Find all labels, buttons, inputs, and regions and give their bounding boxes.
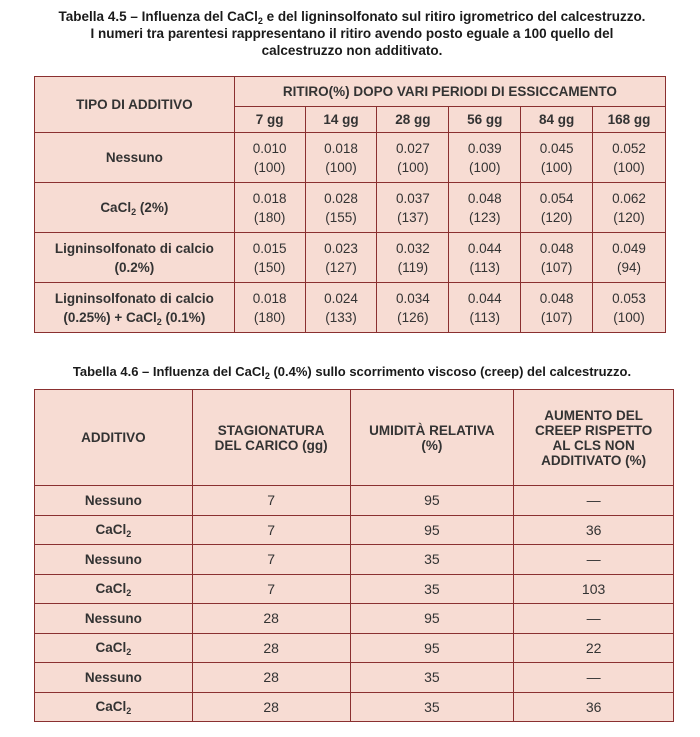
shrinkage-cell [234,283,305,333]
additivo-text: CaCl [95,699,127,715]
table-4-5 [34,76,666,333]
shrinkage-value: 0.044 [467,290,502,306]
shrinkage-relative: (107) [540,309,573,325]
shrinkage-relative: (94) [617,259,642,275]
row-label-line-1 [35,289,234,308]
shrinkage-relative: (100) [325,159,357,175]
row-label-line-1 [35,198,234,217]
shrinkage-value: 0.018 [324,140,358,156]
shrinkage-cell [305,233,377,283]
additivo-cell [35,692,193,722]
umidita-cell: 35 [350,545,514,575]
header-stagionatura: STAGIONATURA DEL CARICO (gg) [192,390,350,486]
shrinkage-value: 0.027 [395,140,430,156]
period-header: 56 gg [449,107,521,133]
table-4-5-caption [22,8,682,59]
shrinkage-cell [305,133,377,183]
header-additivo: ADDITIVO [35,390,193,486]
stagionatura-cell: 28 [192,633,350,663]
shrinkage-relative: (180) [253,209,286,225]
table-4-5-body [35,133,666,333]
shrinkage-relative: (180) [253,309,286,325]
table-row [35,604,674,634]
shrinkage-value: 0.053 [612,290,646,306]
shrinkage-cell [305,283,377,333]
period-header: 168 gg [593,107,666,133]
row-label [35,183,235,233]
aumento-cell: — [514,486,674,516]
shrinkage-relative: (100) [613,159,645,175]
shrinkage-relative: (120) [540,209,573,225]
caption-line-2: I numeri tra parentesi rappresentano il ritiro avendo posto eguale a 100 quello del [90,26,614,41]
row-label [35,233,235,283]
table-row [35,183,666,233]
shrinkage-relative: (123) [468,209,501,225]
umidita-cell: 95 [350,604,514,634]
shrinkage-value: 0.048 [467,190,502,206]
shrinkage-cell [377,133,449,183]
shrinkage-cell [593,183,666,233]
additivo-text: Nessuno [84,669,142,685]
row-label-line-2 [35,308,234,327]
row-label [35,283,235,333]
shrinkage-cell [305,183,377,233]
row-label-suffix: (0.1%) [161,309,206,325]
table-4-6-body [35,486,674,722]
shrinkage-value: 0.034 [395,290,430,306]
shrinkage-cell [593,233,666,283]
aumento-cell: 36 [514,692,674,722]
header-tipo-additivo: TIPO DI ADDITIVO [35,77,235,133]
stagionatura-cell: 7 [192,574,350,604]
shrinkage-value: 0.048 [539,290,574,306]
additivo-cell [35,486,193,516]
aumento-cell: 22 [514,633,674,663]
shrinkage-cell [449,283,521,333]
shrinkage-cell [449,183,521,233]
table-row [35,663,674,693]
additivo-text: CaCl [95,522,127,538]
row-label-text: Ligninsolfonato di calcio [54,240,214,256]
additivo-cell [35,545,193,575]
header-aumento-creep: AUMENTO DEL CREEP RISPETTO AL CLS NON ADDITIVATO (%) [514,390,674,486]
shrinkage-cell [449,233,521,283]
row-label-suffix: (2%) [136,200,169,215]
shrinkage-cell [521,133,593,183]
umidita-cell: 95 [350,633,514,663]
shrinkage-value: 0.045 [539,140,574,156]
period-header: 14 gg [305,107,377,133]
shrinkage-relative: (113) [469,259,500,275]
shrinkage-cell [234,183,305,233]
additivo-text: CaCl [95,581,127,597]
shrinkage-value: 0.054 [539,190,574,206]
shrinkage-relative: (100) [613,309,645,325]
aumento-cell: — [514,545,674,575]
table-row [35,692,674,722]
additivo-text: Nessuno [84,492,142,508]
shrinkage-cell [377,183,449,233]
stagionatura-cell: 7 [192,515,350,545]
stagionatura-cell: 28 [192,692,350,722]
shrinkage-value: 0.048 [539,240,574,256]
row-label-line-2 [35,258,234,277]
shrinkage-value: 0.015 [252,240,287,256]
row-label-text: (0.2%) [114,259,155,275]
period-header: 84 gg [521,107,593,133]
additivo-text: CaCl [95,640,127,656]
subscript: 2 [126,529,132,540]
table-row [35,633,674,663]
additivo-cell [35,633,193,663]
stagionatura-cell: 7 [192,545,350,575]
additivo-text: Nessuno [84,551,142,567]
stagionatura-cell: 28 [192,663,350,693]
shrinkage-relative: (119) [397,259,429,275]
shrinkage-relative: (100) [397,159,429,175]
shrinkage-relative: (100) [540,159,573,175]
aumento-cell: 36 [514,515,674,545]
additivo-cell [35,515,193,545]
subscript: 2 [126,647,132,658]
additivo-cell [35,663,193,693]
shrinkage-value: 0.032 [395,240,430,256]
shrinkage-value: 0.024 [324,290,358,306]
shrinkage-relative: (150) [253,259,286,275]
row-label [35,133,235,183]
row-label-text: (0.25%) + CaCl [63,309,157,325]
shrinkage-relative: (126) [397,309,429,325]
shrinkage-cell [521,183,593,233]
row-label-text: CaCl [100,200,132,215]
table-4-6 [34,389,674,722]
subscript: 2 [131,207,137,217]
row-label-text: Ligninsolfonato di calcio [54,290,214,306]
caption-line-3: calcestruzzo non additivato. [261,43,443,58]
shrinkage-value: 0.039 [467,140,502,156]
table-row [35,545,674,575]
additivo-cell [35,604,193,634]
table-row [35,574,674,604]
stagionatura-cell: 7 [192,486,350,516]
shrinkage-relative: (100) [468,159,501,175]
umidita-cell: 95 [350,515,514,545]
aumento-cell: — [514,663,674,693]
shrinkage-cell [449,133,521,183]
shrinkage-relative: (127) [325,259,357,275]
caption-line-1: Tabella 4.5 – Influenza del CaCl$_2$ e del ligninsolfonato sul ritiro igrometrico del calcestruzzo. [58,9,646,26]
table-4-6-caption: Tabella 4.6 – Influenza del CaCl$_2$ (0.4%) sullo scorrimento viscoso (creep) del calcestruzzo. [72,364,632,381]
additivo-text: Nessuno [84,610,142,626]
shrinkage-cell [377,283,449,333]
subscript: 2 [126,588,132,599]
shrinkage-value: 0.052 [612,140,646,156]
shrinkage-relative: (133) [325,309,357,325]
table-row [35,283,666,333]
shrinkage-cell [234,133,305,183]
period-header: 7 gg [234,107,305,133]
row-label-line-1 [35,148,234,167]
table-row [35,133,666,183]
shrinkage-value: 0.044 [467,240,502,256]
period-header: 28 gg [377,107,449,133]
shrinkage-value: 0.023 [324,240,358,256]
umidita-cell: 95 [350,486,514,516]
stagionatura-cell: 28 [192,604,350,634]
aumento-cell: — [514,604,674,634]
subscript: 2 [126,706,132,717]
row-label-line-1 [35,239,234,258]
shrinkage-relative: (100) [253,159,286,175]
shrinkage-relative: (107) [540,259,573,275]
additivo-cell [35,574,193,604]
shrinkage-value: 0.028 [324,190,358,206]
shrinkage-value: 0.010 [252,140,287,156]
shrinkage-relative: (113) [469,309,500,325]
shrinkage-relative: (137) [397,209,429,225]
subscript: 2 [156,316,162,327]
shrinkage-value: 0.062 [612,190,646,206]
umidita-cell: 35 [350,692,514,722]
header-umidita: UMIDITÀ RELATIVA (%) [350,390,514,486]
table-row [35,515,674,545]
umidita-cell: 35 [350,663,514,693]
shrinkage-cell [593,283,666,333]
shrinkage-cell [377,233,449,283]
shrinkage-cell [521,233,593,283]
shrinkage-cell [593,133,666,183]
shrinkage-relative: (120) [613,209,645,225]
shrinkage-cell [234,233,305,283]
table-row [35,233,666,283]
shrinkage-relative: (155) [325,209,357,225]
shrinkage-cell [521,283,593,333]
aumento-cell: 103 [514,574,674,604]
shrinkage-value: 0.049 [612,240,646,256]
shrinkage-value: 0.018 [252,190,287,206]
shrinkage-value: 0.018 [252,290,287,306]
shrinkage-value: 0.037 [395,190,430,206]
header-ritiro: RITIRO(%) DOPO VARI PERIODI DI ESSICCAMENTO [234,77,665,107]
row-label-text: Nessuno [105,150,163,165]
table-row [35,486,674,516]
umidita-cell: 35 [350,574,514,604]
